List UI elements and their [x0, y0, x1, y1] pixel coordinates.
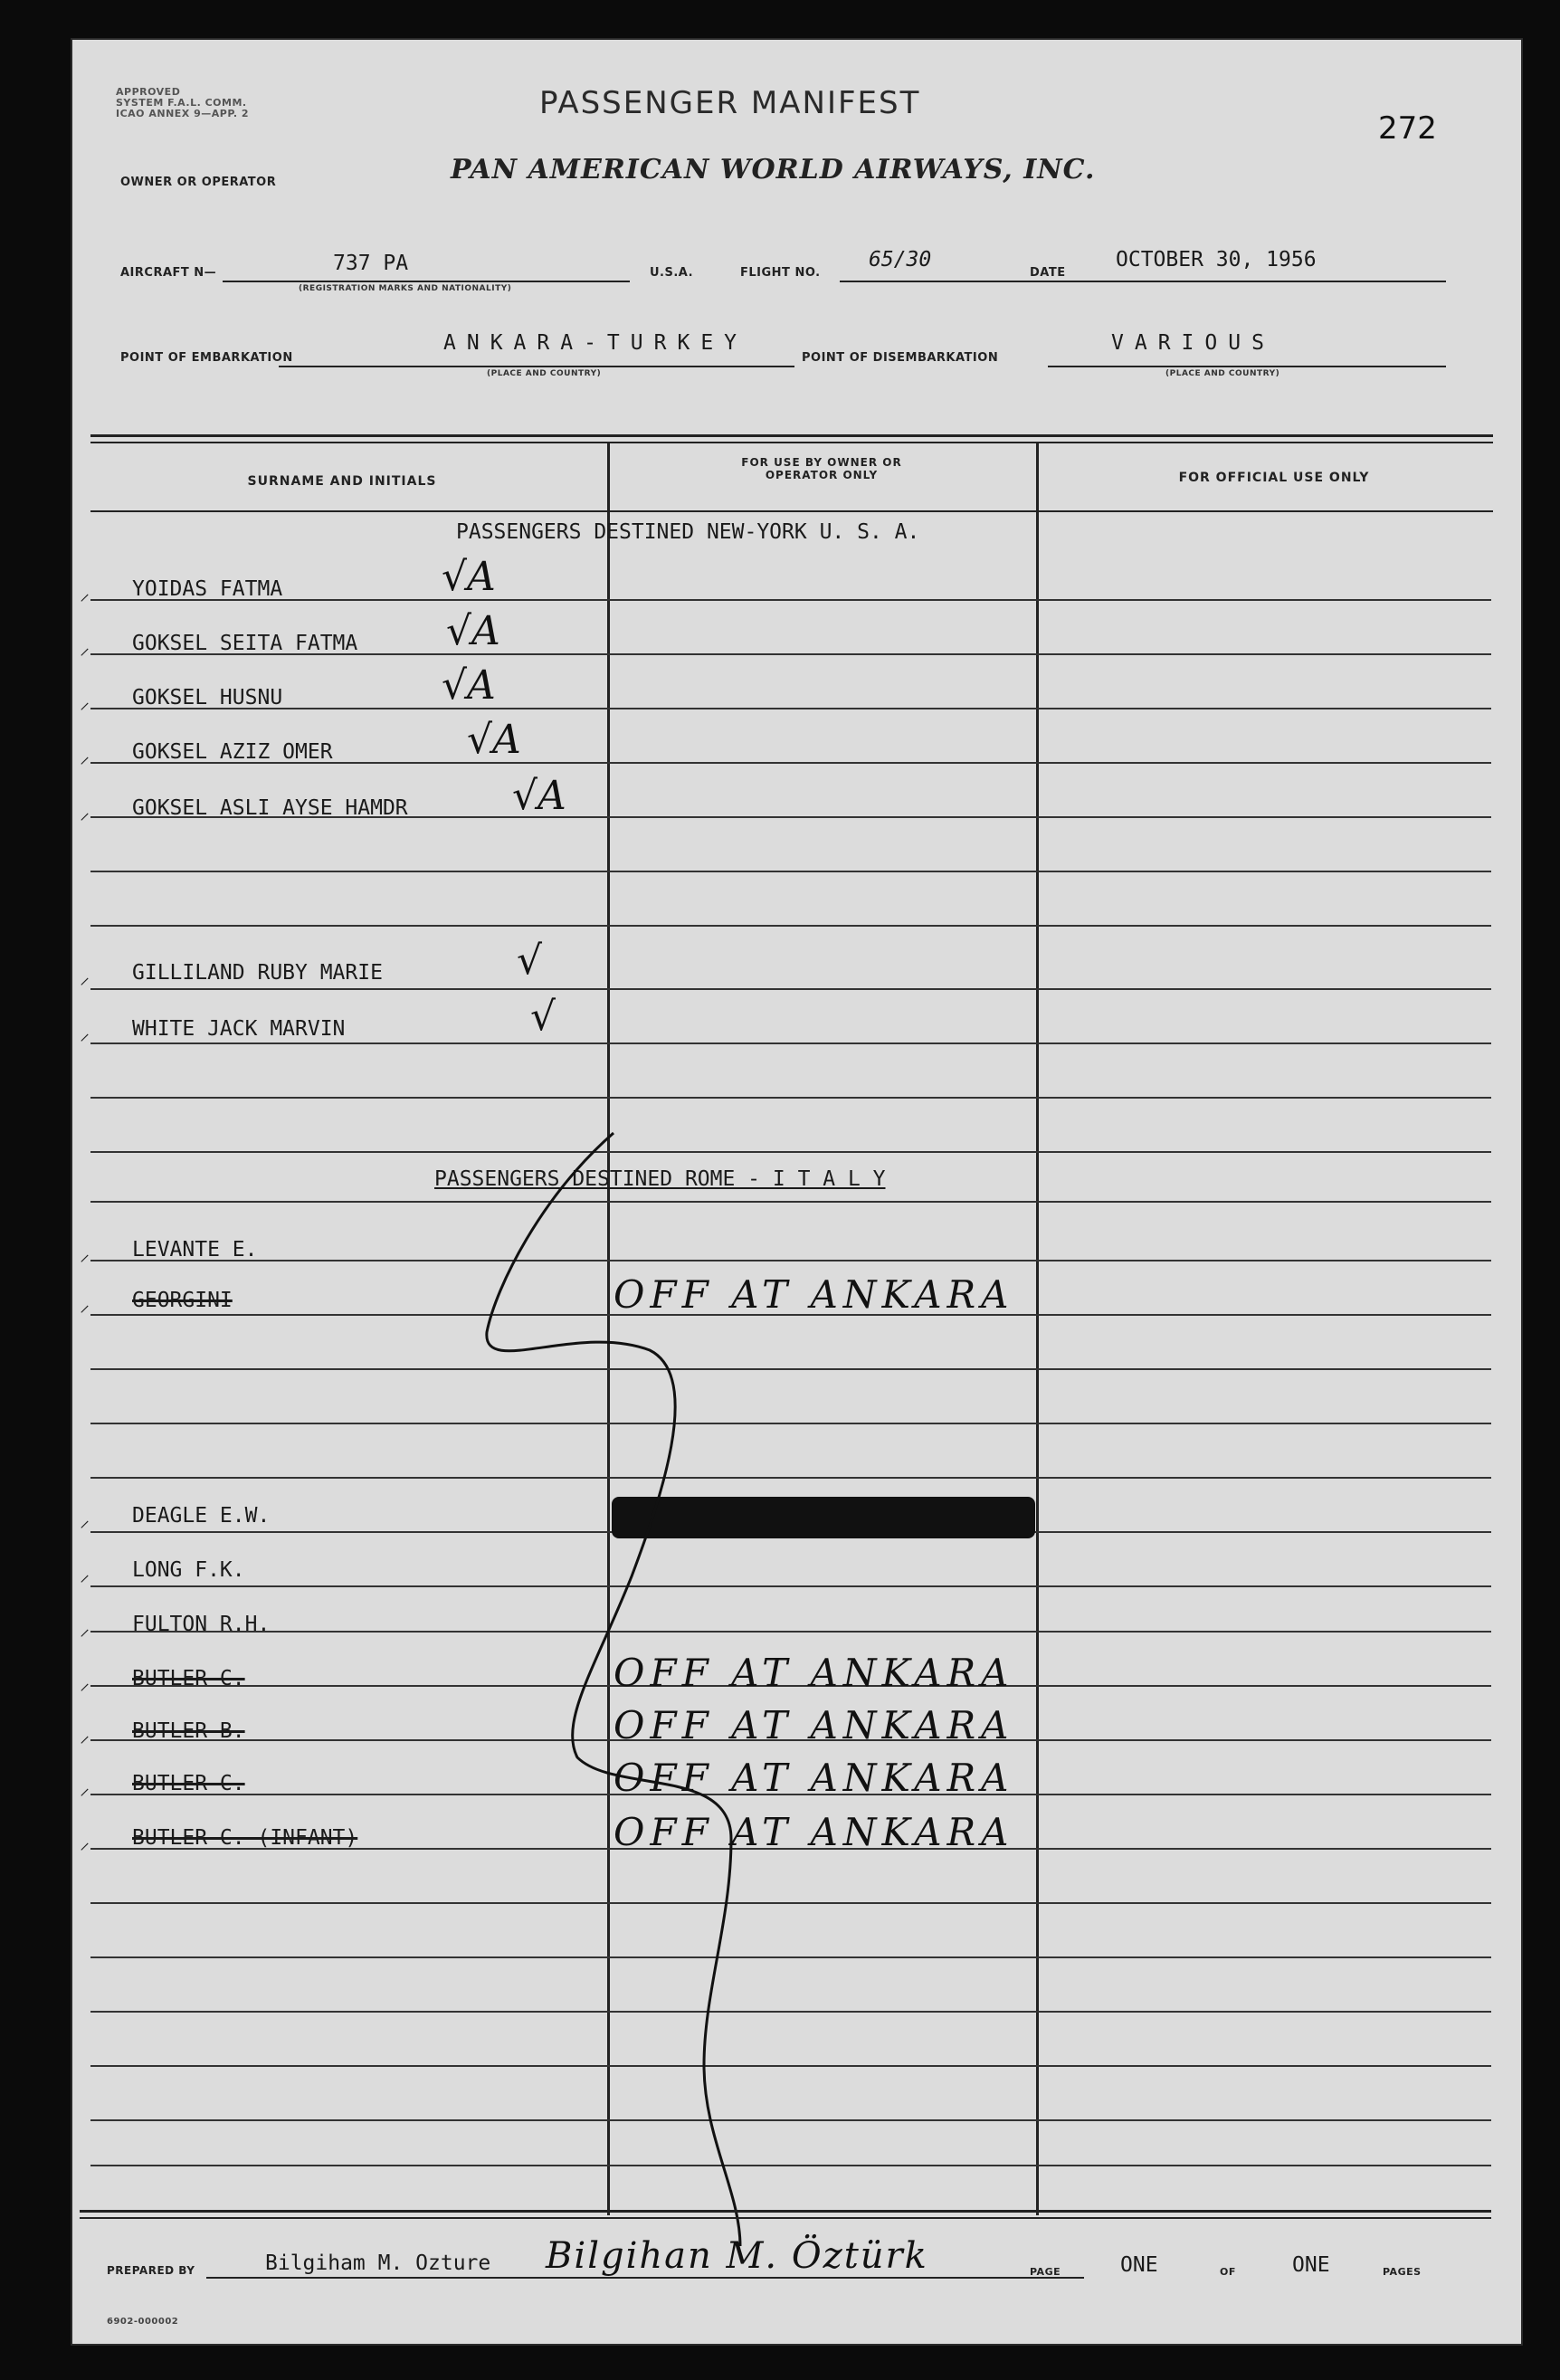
aircraft-value: 737 PA: [333, 252, 409, 275]
off-at-note: OFF AT ANKARA: [614, 1756, 1014, 1800]
date-label: DATE: [1030, 266, 1066, 280]
off-at-note: OFF AT ANKARA: [614, 1651, 1014, 1695]
tally-tick: ⸝: [80, 802, 90, 824]
tally-tick: ⸝: [80, 637, 90, 660]
tally-tick: ⸝: [80, 1672, 90, 1695]
approval-line: APPROVED: [116, 86, 181, 98]
passenger-name: GOKSEL SEITA FATMA: [132, 632, 358, 655]
handwritten-bracket-line: [71, 38, 1523, 2346]
group-header-new-york: PASSENGERS DESTINED NEW-YORK U. S. A.: [456, 520, 920, 544]
table-bottom-rule: [80, 2210, 1491, 2213]
group-header-rome: PASSENGERS DESTINED ROME - I T A L Y: [434, 1167, 886, 1191]
official-use-column-header: FOR OFFICIAL USE ONLY: [1178, 471, 1370, 485]
off-at-note: OFF AT ANKARA: [614, 1810, 1014, 1854]
prepared-by-underline: [206, 2277, 1084, 2279]
flight-label: FLIGHT NO.: [740, 266, 821, 280]
passenger-name: BUTLER C. (INFANT): [132, 1826, 358, 1850]
company-name: PAN AMERICAN WORLD AIRWAYS, INC.: [451, 154, 1096, 186]
embarkation-value: ANKARA-TURKEY: [443, 331, 748, 355]
signature: Bilgihan M. Öztürk: [546, 2235, 928, 2277]
off-at-note: OFF AT ANKARA: [614, 1272, 1014, 1317]
passenger-name: FULTON R.H.: [132, 1613, 271, 1636]
table-bottom-rule: [80, 2217, 1491, 2219]
passenger-name: GOKSEL AZIZ OMER: [132, 740, 333, 764]
check-mark: √A: [442, 554, 496, 600]
flight-value: 65/30: [869, 248, 932, 271]
tally-tick: ⸝: [80, 1564, 90, 1586]
tally-tick: ⸝: [80, 1832, 90, 1854]
disembarkation-label: POINT OF DISEMBARKATION: [802, 351, 999, 365]
check-mark: √A: [512, 773, 566, 819]
passenger-name: BUTLER C.: [132, 1667, 245, 1690]
tally-tick: ⸝: [80, 1618, 90, 1641]
approval-line: ICAO ANNEX 9—APP. 2: [116, 108, 250, 119]
tally-tick: ⸝: [80, 1294, 90, 1317]
page-value: ONE: [1120, 2253, 1158, 2277]
tally-tick: ⸝: [80, 746, 90, 768]
tally-tick: ⸝: [80, 1243, 90, 1266]
approval-line: SYSTEM F.A.L. COMM.: [116, 97, 247, 109]
passenger-name: GILLILAND RUBY MARIE: [132, 961, 383, 985]
prepared-by-value: Bilgiham M. Ozture: [265, 2251, 491, 2275]
document-title: PASSENGER MANIFEST: [539, 85, 921, 121]
passenger-name: BUTLER B.: [132, 1719, 245, 1743]
tally-tick: ⸝: [80, 691, 90, 714]
tally-tick: ⸝: [80, 1725, 90, 1747]
of-value: ONE: [1292, 2253, 1330, 2277]
passenger-name: GEORGINI: [132, 1289, 233, 1312]
passenger-name: BUTLER C.: [132, 1772, 245, 1795]
disembarkation-value: VARIOUS: [1111, 331, 1275, 355]
check-mark: √: [517, 938, 543, 984]
tally-tick: ⸝: [80, 966, 90, 989]
owner-label: OWNER OR OPERATOR: [120, 176, 277, 189]
form-code: 6902-000002: [107, 2317, 179, 2327]
prepared-by-label: PREPARED BY: [107, 2264, 195, 2277]
disembarkation-note: (PLACE AND COUNTRY): [1165, 369, 1280, 378]
pages-label: PAGES: [1383, 2266, 1422, 2278]
check-mark: √A: [446, 608, 500, 654]
check-mark: √A: [442, 662, 496, 709]
check-mark: √A: [467, 717, 521, 763]
passenger-name: DEAGLE E.W.: [132, 1504, 271, 1528]
page-number: 272: [1378, 110, 1437, 147]
tally-tick: ⸝: [80, 583, 90, 605]
aircraft-label: AIRCRAFT N—: [120, 266, 217, 280]
manifest-sheet: [71, 38, 1523, 2346]
embarkation-label: POINT OF EMBARKATION: [120, 351, 293, 365]
off-at-note: OFF AT ANKARA: [614, 1703, 1014, 1747]
passenger-name: YOIDAS FATMA: [132, 577, 283, 601]
page-label: PAGE: [1030, 2266, 1061, 2278]
check-mark: √: [530, 994, 556, 1040]
passenger-name: GOKSEL HUSNU: [132, 686, 283, 709]
registration-note: (REGISTRATION MARKS AND NATIONALITY): [299, 284, 512, 293]
of-label: OF: [1220, 2266, 1236, 2278]
tally-tick: ⸝: [80, 1509, 90, 1532]
passenger-name: LONG F.K.: [132, 1558, 245, 1582]
date-value: OCTOBER 30, 1956: [1116, 248, 1317, 271]
tally-tick: ⸝: [80, 1023, 90, 1045]
surname-column-header: SURNAME AND INITIALS: [247, 474, 437, 489]
usa-label: U.S.A.: [650, 266, 694, 280]
passenger-name: WHITE JACK MARVIN: [132, 1017, 346, 1041]
embarkation-note: (PLACE AND COUNTRY): [487, 369, 602, 378]
passenger-name: LEVANTE E.: [132, 1238, 258, 1261]
tally-tick: ⸝: [80, 1777, 90, 1800]
owner-use-column-header: FOR USE BY OWNER OR OPERATOR ONLY: [741, 456, 902, 481]
passenger-name: GOKSEL ASLI AYSE HAMDR: [132, 796, 408, 820]
